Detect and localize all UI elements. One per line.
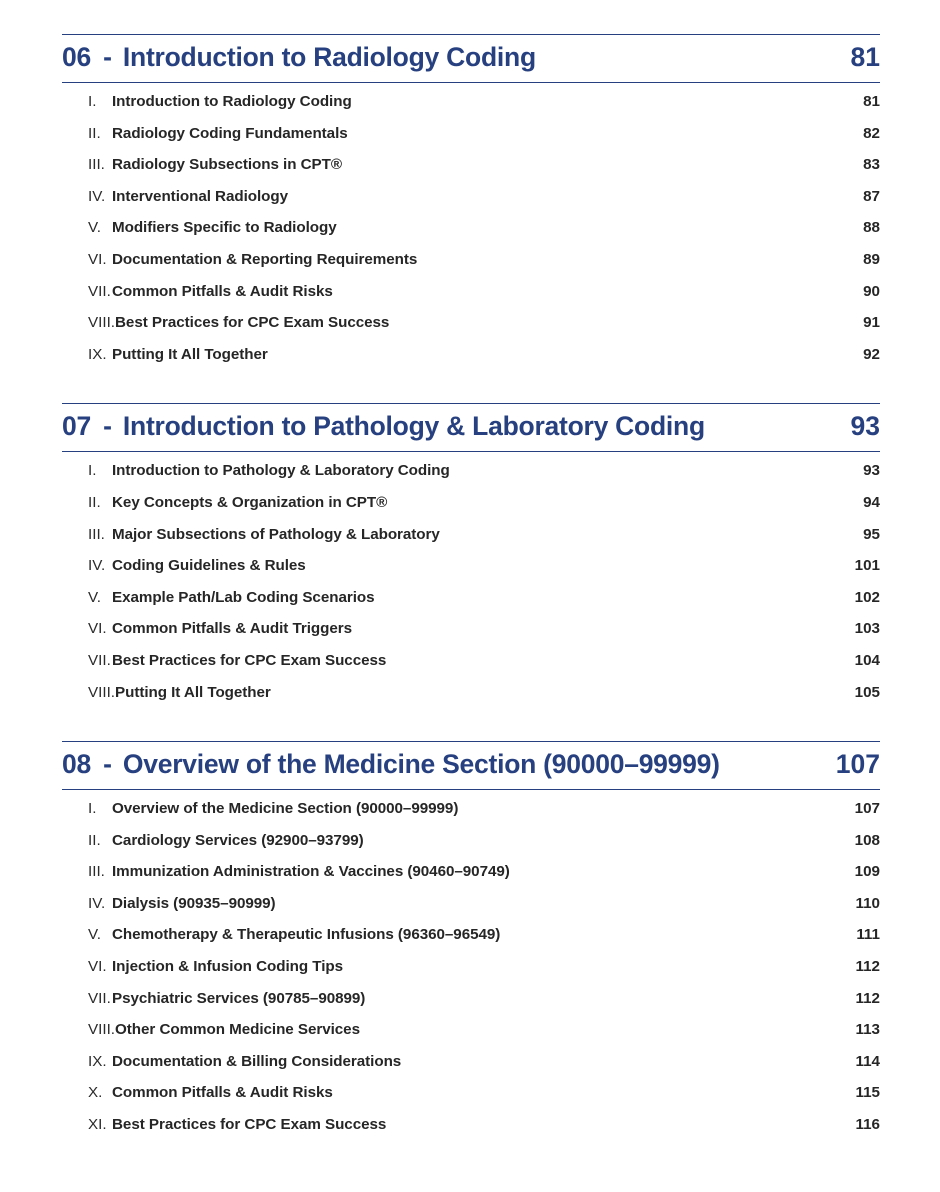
chapter-number: 08 xyxy=(62,749,92,780)
section-title: Common Pitfalls & Audit Risks xyxy=(112,1084,333,1102)
section-title: Example Path/Lab Coding Scenarios xyxy=(112,588,375,606)
section-row[interactable] xyxy=(62,346,880,378)
section-page-number: 107 xyxy=(854,800,880,818)
section-page-number: 116 xyxy=(855,1116,880,1134)
chapter-spacer xyxy=(62,377,880,403)
chapter-heading[interactable] xyxy=(62,741,880,790)
section-row[interactable] xyxy=(62,652,880,684)
section-numeral: IV. xyxy=(88,894,106,912)
section-numeral: I. xyxy=(88,800,97,818)
section-title: Best Practices for CPC Exam Success xyxy=(112,1116,387,1134)
section-row[interactable] xyxy=(62,895,880,927)
section-title: Documentation & Billing Considerations xyxy=(112,1052,402,1070)
section-page-number: 111 xyxy=(856,926,880,944)
chapter-heading[interactable] xyxy=(62,34,880,83)
section-title: Common Pitfalls & Audit Triggers xyxy=(112,620,353,638)
chapter-title: Introduction to Radiology Coding xyxy=(122,42,536,72)
section-page-number: 82 xyxy=(863,124,880,142)
section-page-number: 81 xyxy=(863,93,880,110)
section-title: Other Common Medicine Services xyxy=(115,1021,360,1039)
section-page-number: 113 xyxy=(855,1021,880,1039)
section-row[interactable] xyxy=(62,125,880,157)
section-numeral: III. xyxy=(88,525,105,543)
chapter-page-number: 93 xyxy=(850,411,880,442)
section-row[interactable] xyxy=(62,557,880,589)
section-title: Overview of the Medicine Section (90000–99999) xyxy=(112,800,459,818)
section-row[interactable] xyxy=(62,1021,880,1053)
section-page-number: 88 xyxy=(863,219,880,237)
section-numeral: II. xyxy=(88,124,101,142)
section-title: Chemotherapy & Therapeutic Infusions (96360–96549) xyxy=(112,926,501,944)
section-title: Dialysis (90935–90999) xyxy=(112,894,276,912)
section-title: Key Concepts & Organization in CPT® xyxy=(112,493,388,511)
toc-content xyxy=(62,34,880,1148)
section-numeral: VIII. xyxy=(88,1021,116,1039)
section-numeral: III. xyxy=(88,156,105,174)
section-row[interactable] xyxy=(62,800,880,832)
section-title: Modifiers Specific to Radiology xyxy=(112,219,337,237)
section-page-number: 83 xyxy=(863,156,880,174)
section-page-number: 108 xyxy=(854,831,880,849)
section-page-number: 102 xyxy=(854,588,880,606)
section-numeral: VI. xyxy=(88,958,107,976)
section-title: Injection & Infusion Coding Tips xyxy=(112,958,343,976)
section-page-number: 92 xyxy=(863,345,880,363)
section-row[interactable] xyxy=(62,188,880,220)
section-title: Introduction to Pathology & Laboratory Coding xyxy=(112,462,450,480)
section-title: Major Subsections of Pathology & Laboratory xyxy=(112,525,440,543)
chapter-page-number: 107 xyxy=(835,749,880,780)
section-numeral: V. xyxy=(88,926,101,944)
section-numeral: IV. xyxy=(88,557,106,575)
section-page-number: 93 xyxy=(863,462,880,480)
section-title: Putting It All Together xyxy=(112,345,268,363)
section-row[interactable] xyxy=(62,684,880,716)
section-numeral: VII. xyxy=(88,651,111,669)
section-numeral: VI. xyxy=(88,620,107,638)
section-title: Immunization Administration & Vaccines (90460–90749) xyxy=(112,863,510,881)
section-numeral: VIII. xyxy=(88,683,116,701)
section-row[interactable] xyxy=(62,926,880,958)
chapter-block xyxy=(62,403,880,715)
section-title: Introduction to Radiology Coding xyxy=(112,93,352,110)
chapter-number: 06 xyxy=(62,42,92,72)
section-row[interactable] xyxy=(62,156,880,188)
section-title: Psychiatric Services (90785–90899) xyxy=(112,989,366,1007)
section-numeral: XI. xyxy=(88,1116,107,1134)
section-page-number: 104 xyxy=(854,651,880,669)
section-numeral: VIII. xyxy=(88,314,116,332)
section-numeral: VI. xyxy=(88,250,107,268)
chapter-spacer xyxy=(62,715,880,741)
section-list xyxy=(62,790,880,1148)
section-numeral: V. xyxy=(88,219,101,237)
section-title: Putting It All Together xyxy=(115,683,271,701)
section-list xyxy=(62,83,880,377)
section-page-number: 112 xyxy=(855,989,880,1007)
chapter-separator-dash: - xyxy=(103,749,112,780)
section-title: Documentation & Reporting Requirements xyxy=(112,250,418,268)
section-page-number: 110 xyxy=(855,894,880,912)
chapter-title: Introduction to Pathology & Laboratory Coding xyxy=(122,411,705,442)
section-row[interactable] xyxy=(62,251,880,283)
section-row[interactable] xyxy=(62,314,880,346)
section-numeral: X. xyxy=(88,1084,103,1102)
section-numeral: II. xyxy=(88,831,101,849)
section-row[interactable] xyxy=(62,283,880,315)
section-row[interactable] xyxy=(62,958,880,990)
section-row[interactable] xyxy=(62,863,880,895)
section-page-number: 103 xyxy=(854,620,880,638)
section-row[interactable] xyxy=(62,93,880,125)
section-page-number: 91 xyxy=(863,314,880,332)
section-title: Interventional Radiology xyxy=(112,187,289,205)
section-title: Radiology Coding Fundamentals xyxy=(112,124,348,142)
section-row[interactable] xyxy=(62,1084,880,1116)
section-page-number: 90 xyxy=(863,282,880,300)
section-numeral: I. xyxy=(88,93,97,110)
chapter-heading[interactable] xyxy=(62,403,880,452)
section-numeral: VII. xyxy=(88,989,111,1007)
section-page-number: 114 xyxy=(855,1052,880,1070)
section-title: Cardiology Services (92900–93799) xyxy=(112,831,364,849)
section-row[interactable] xyxy=(62,219,880,251)
section-list xyxy=(62,452,880,715)
section-page-number: 105 xyxy=(854,683,880,701)
chapter-separator-dash: - xyxy=(103,42,112,72)
section-numeral: IX. xyxy=(88,345,107,363)
section-row[interactable] xyxy=(62,620,880,652)
chapter-page-number: 81 xyxy=(850,42,880,72)
section-row[interactable] xyxy=(62,990,880,1022)
section-row[interactable] xyxy=(62,589,880,621)
section-numeral: IV. xyxy=(88,187,106,205)
section-page-number: 115 xyxy=(855,1084,880,1102)
section-page-number: 109 xyxy=(854,863,880,881)
section-page-number: 89 xyxy=(863,250,880,268)
section-title: Best Practices for CPC Exam Success xyxy=(112,651,387,669)
section-row[interactable] xyxy=(62,494,880,526)
section-page-number: 87 xyxy=(863,187,880,205)
section-page-number: 94 xyxy=(863,493,880,511)
section-title: Common Pitfalls & Audit Risks xyxy=(112,282,333,300)
section-title: Coding Guidelines & Rules xyxy=(112,557,306,575)
section-numeral: VII. xyxy=(88,282,111,300)
section-row[interactable] xyxy=(62,1116,880,1148)
section-row[interactable] xyxy=(62,462,880,494)
section-numeral: V. xyxy=(88,588,101,606)
chapter-block xyxy=(62,741,880,1148)
chapter-block xyxy=(62,34,880,377)
section-title: Best Practices for CPC Exam Success xyxy=(115,314,390,332)
section-page-number: 101 xyxy=(854,557,880,575)
section-numeral: II. xyxy=(88,493,101,511)
section-row[interactable] xyxy=(62,526,880,558)
section-numeral: III. xyxy=(88,863,105,881)
section-title: Radiology Subsections in CPT® xyxy=(112,156,342,174)
section-row[interactable] xyxy=(62,1053,880,1085)
section-page-number: 95 xyxy=(863,525,880,543)
chapter-separator-dash: - xyxy=(103,411,112,442)
chapter-number: 07 xyxy=(62,411,92,442)
section-numeral: IX. xyxy=(88,1052,107,1070)
section-row[interactable] xyxy=(62,832,880,864)
section-page-number: 112 xyxy=(855,958,880,976)
section-numeral: I. xyxy=(88,462,97,480)
chapter-title: Overview of the Medicine Section (90000–99999) xyxy=(122,749,720,780)
